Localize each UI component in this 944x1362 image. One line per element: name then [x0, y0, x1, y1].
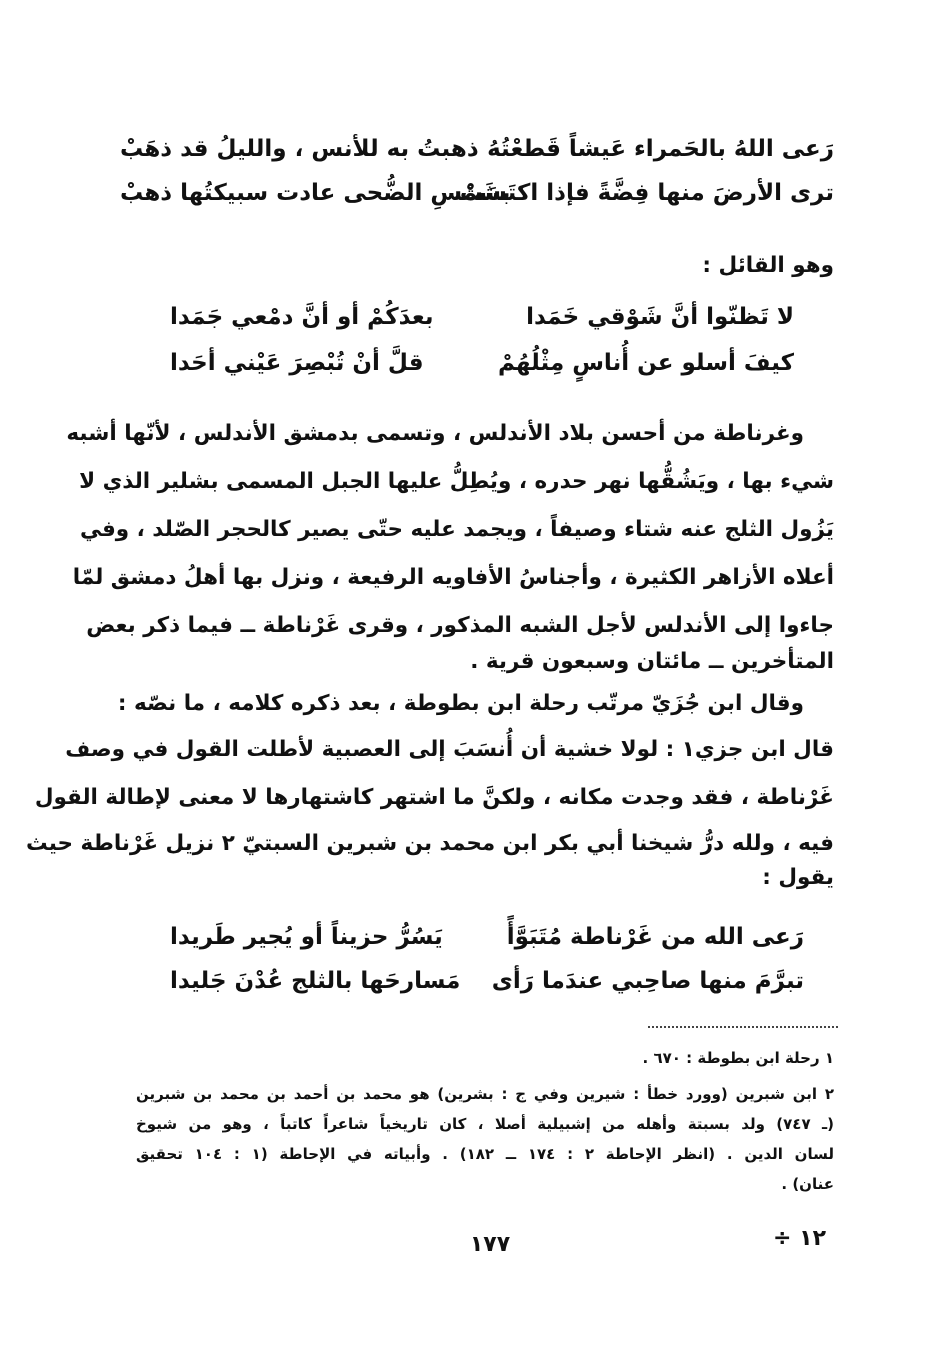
- verse-line: [170, 968, 804, 1008]
- verse-second-hemistich: ذهبتُ به للأنس ، والليلُ قد ذهَبْ: [120, 136, 479, 162]
- footnote-line: لسان الدين . (انظر الإحاطة ٢ : ١٧٤ ــ ١٨٢) . وأبياته في الإحاطة (١ : ١٠٤ تحقيق: [136, 1145, 834, 1163]
- footnote-separator: [648, 1026, 838, 1028]
- paragraph-line: شيء بها ، ويَشُقُّها نهر حدره ، ويُطِلُّ عليها الجبل المسمى بشلير الذي لا: [79, 469, 834, 494]
- verse-second-hemistich: مَسارحَها بالثلج عُدْنَ جَليدا: [170, 968, 461, 994]
- verse-second-hemistich: قلَّ أنْ تُبْصِرَ عَيْني أحَدا: [170, 350, 424, 376]
- verse-second-hemistich: بعدَكُمْ أو أنَّ دمْعي جَمَدا: [170, 304, 434, 330]
- footnote-line: ١ رحلة ابن بطوطة : ٦٧٠ .: [642, 1049, 834, 1067]
- paragraph-line: وغرناطة من أحسن بلاد الأندلس ، وتسمى بدمشق الأندلس ، لأنّها أشبه: [66, 421, 804, 446]
- verse-second-hemistich: يَسُرُّ حزيناً أو يُجير طَريدا: [170, 924, 443, 950]
- signature-mark: ١٢ ÷: [773, 1226, 826, 1251]
- verse-first-hemistich: رَعى الله من غَرْناطة مُتَبَوَّأً: [506, 924, 804, 950]
- verse-second-hemistich: بشَمْسِ الضُّحى عادت سبيكتُها ذهبْ: [120, 180, 511, 206]
- paragraph-line: يقول :: [762, 865, 834, 890]
- paragraph-line: المتأخرين ــ مائتان وسبعون قرية .: [470, 649, 834, 674]
- verse-line: [170, 924, 804, 964]
- page-number: ١٧٧: [469, 1232, 511, 1257]
- verse-line: [170, 304, 794, 344]
- paragraph-line: يَزُول الثلج عنه شتاء وصيفاً ، ويجمد عليه حتّى يصير كالحجر الصّلد ، وفي: [79, 517, 834, 542]
- verse-line: [120, 180, 834, 220]
- paragraph-line: أعلاه الأزاهر الكثيرة ، وأجناسُ الأفاويه الرفيعة ، ونزل بها أهلُ دمشق لمّا: [72, 565, 834, 590]
- footnote-line: (ـ ٧٤٧) ولد بسبتة وأهله من إشبيلية أصلا ، كان تاريخياً شاعراً كاتباً ، وهو من شيوخ: [136, 1115, 834, 1133]
- verse-first-hemistich: رَعى اللهُ بالحَمراء عَيشاً قَطعْتُهُ: [487, 136, 834, 162]
- verse-first-hemistich: تبرَّمَ منها صاحِبي عندَما رَأى: [491, 968, 804, 994]
- verse-first-hemistich: ترى الأرضَ منها فِضَّةً فإذا اكتَسَتْ: [459, 180, 834, 206]
- verse-first-hemistich: كيفَ أسلو عن أُناسٍ مِثْلُهُمْ: [497, 350, 794, 376]
- paragraph-line: فيه ، ولله درُّ شيخنا أبي بكر ابن محمد بن شبرين السبتيّ ٢ نزيل غَرْناطة حيث: [26, 831, 834, 856]
- verse-first-hemistich: لا تَظنّوا أنَّ شَوْقي خَمَدا: [526, 304, 794, 330]
- paragraph-line: جاءوا إلى الأندلس لأجل الشبه المذكور ، وقرى غَرْناطة ــ فيما ذكر بعض: [86, 613, 834, 638]
- verse-line: [120, 136, 834, 176]
- paragraph-line: وقال ابن جُزَيّ مرتّب رحلة ابن بطوطة ، بعد ذكره كلامه ، ما نصّه :: [117, 691, 804, 716]
- paragraph-line: قال ابن جزي١ : لولا خشية أن أُنسَبَ إلى العصبية لأطلت القول في وصف: [65, 737, 834, 762]
- footnote-line: ٢ ابن شبرين (وورد خطأ : شيرين وفي ج : بشرين) هو محمد بن أحمد بن محمد بن شبرين: [136, 1085, 834, 1103]
- verse-line: [170, 350, 794, 390]
- intro-line: وهو القائل :: [702, 253, 834, 278]
- paragraph-line: غَرْناطة ، فقد وجدت مكانه ، ولكنَّ ما اشتهر كاشتهارها لا معنى لإطالة القول: [34, 785, 834, 810]
- footnote-line: عنان) .: [781, 1175, 834, 1193]
